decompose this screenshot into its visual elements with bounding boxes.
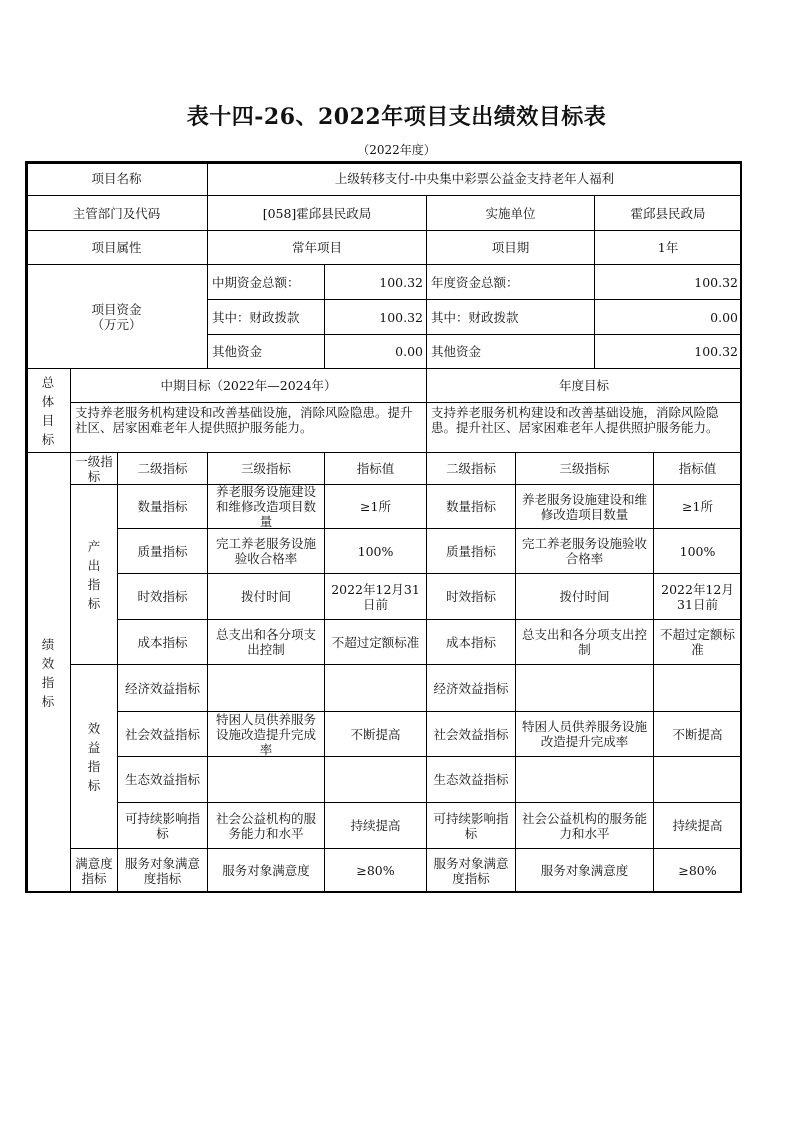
year-value-cell bbox=[653, 756, 742, 803]
year-other-label: 其他资金 bbox=[426, 334, 595, 369]
mid-fiscal-label: 其中：财政拨款 bbox=[207, 299, 325, 335]
year-value-cell bbox=[653, 664, 742, 712]
mid-value-cell: 2022年12月31日前 bbox=[324, 573, 427, 620]
mid-total-label: 中期资金总额： bbox=[207, 264, 325, 300]
mid-level2-header: 二级指标 bbox=[117, 452, 208, 485]
mid-value-cell: ≥80% bbox=[324, 848, 427, 893]
page-title: 表十四-26、2022年项目支出绩效目标表 bbox=[186, 104, 607, 130]
dept-label: 主管部门及代码 bbox=[25, 195, 208, 231]
mid-level3-cell: 服务对象满意度 bbox=[207, 848, 325, 893]
year-value-cell: 不超过定额标准 bbox=[653, 619, 742, 665]
year-level3-cell: 社会公益机构的服务能力和水平 bbox=[515, 802, 654, 849]
mid-other-label: 其他资金 bbox=[207, 334, 325, 369]
year-level2-cell: 服务对象满意度指标 bbox=[426, 848, 516, 893]
attr-value: 常年项目 bbox=[207, 230, 427, 265]
mid-goal-text: 支持养老服务机构建设和改善基础设施，消除风险隐患。提升社区、居家困难老年人提供照护服务能力。 bbox=[70, 402, 427, 453]
attr-label: 项目属性 bbox=[25, 230, 208, 265]
mid-value-cell: 持续提高 bbox=[324, 802, 427, 849]
satisfaction-indicators-label: 满意度 指标 bbox=[70, 848, 118, 893]
output-indicators-label: 产 出 指 标 bbox=[70, 484, 118, 665]
mid-value-cell bbox=[324, 756, 427, 803]
indicators-label: 绩 效 指 标 bbox=[25, 452, 71, 893]
year-fiscal-value: 0.00 bbox=[594, 299, 742, 335]
year-level3-header: 三级指标 bbox=[515, 452, 654, 485]
mid-level2-cell: 服务对象满意度指标 bbox=[117, 848, 208, 893]
mid-level2-cell: 数量指标 bbox=[117, 484, 208, 529]
year-level3-cell: 拨付时间 bbox=[515, 573, 654, 620]
mid-value-cell: ≥1所 bbox=[324, 484, 427, 529]
mid-level2-cell: 质量指标 bbox=[117, 528, 208, 574]
mid-level2-cell: 社会效益指标 bbox=[117, 711, 208, 757]
mid-level3-cell: 社会公益机构的服务能力和水平 bbox=[207, 802, 325, 849]
mid-level2-cell: 成本指标 bbox=[117, 619, 208, 665]
mid-level3-cell: 特困人员供养服务设施改造提升完成率 bbox=[207, 711, 325, 757]
year-fiscal-label: 其中：财政拨款 bbox=[426, 299, 595, 335]
project-name-value: 上级转移支付-中央集中彩票公益金支持老年人福利 bbox=[207, 161, 742, 196]
dept-value: [058]霍邱县民政局 bbox=[207, 195, 427, 231]
year-level2-cell: 数量指标 bbox=[426, 484, 516, 529]
year-value-header: 指标值 bbox=[653, 452, 742, 485]
mid-fiscal-value: 100.32 bbox=[324, 299, 427, 335]
unit-label: 实施单位 bbox=[426, 195, 595, 231]
year-total-value: 100.32 bbox=[594, 264, 742, 300]
year-value-cell: ≥80% bbox=[653, 848, 742, 893]
year-goal-text: 支持养老服务机构建设和改善基础设施，消除风险隐患。提升社区、居家困难老年人提供照护服务能力。 bbox=[426, 402, 742, 453]
year-level3-cell: 完工养老服务设施验收合格率 bbox=[515, 528, 654, 574]
year-level2-cell: 生态效益指标 bbox=[426, 756, 516, 803]
year-level2-header: 二级指标 bbox=[426, 452, 516, 485]
mid-other-value: 0.00 bbox=[324, 334, 427, 369]
mid-level3-cell bbox=[207, 664, 325, 712]
year-level2-cell: 时效指标 bbox=[426, 573, 516, 620]
year-level2-cell: 社会效益指标 bbox=[426, 711, 516, 757]
unit-value: 霍邱县民政局 bbox=[594, 195, 742, 231]
year-level2-cell: 可持续影响指标 bbox=[426, 802, 516, 849]
mid-level2-cell: 生态效益指标 bbox=[117, 756, 208, 803]
year-level3-cell bbox=[515, 664, 654, 712]
funds-label: 项目资金 （万元） bbox=[25, 264, 208, 369]
year-value-cell: 2022年12月31日前 bbox=[653, 573, 742, 620]
mid-level3-cell: 养老服务设施建设和维修改造项目数量 bbox=[207, 484, 325, 529]
year-value-cell: ≥1所 bbox=[653, 484, 742, 529]
project-name-label: 项目名称 bbox=[25, 161, 208, 196]
year-total-label: 年度资金总额： bbox=[426, 264, 595, 300]
mid-level2-cell: 时效指标 bbox=[117, 573, 208, 620]
mid-value-cell: 不断提高 bbox=[324, 711, 427, 757]
year-level3-cell: 养老服务设施建设和维修改造项目数量 bbox=[515, 484, 654, 529]
mid-value-cell bbox=[324, 664, 427, 712]
level1-header: 一级指标 bbox=[70, 452, 118, 485]
year-value-cell: 不断提高 bbox=[653, 711, 742, 757]
period-label: 项目期 bbox=[426, 230, 595, 265]
year-level2-cell: 质量指标 bbox=[426, 528, 516, 574]
mid-total-value: 100.32 bbox=[324, 264, 427, 300]
year-value-cell: 100% bbox=[653, 528, 742, 574]
mid-level3-cell: 拨付时间 bbox=[207, 573, 325, 620]
mid-level3-cell: 完工养老服务设施验收合格率 bbox=[207, 528, 325, 574]
mid-value-cell: 100% bbox=[324, 528, 427, 574]
mid-level2-cell: 可持续影响指标 bbox=[117, 802, 208, 849]
mid-level2-cell: 经济效益指标 bbox=[117, 664, 208, 712]
mid-goal-header: 中期目标（2022年—2024年） bbox=[70, 368, 427, 403]
mid-level3-cell: 总支出和各分项支出控制 bbox=[207, 619, 325, 665]
year-goal-header: 年度目标 bbox=[426, 368, 742, 403]
year-level3-cell: 服务对象满意度 bbox=[515, 848, 654, 893]
year-other-value: 100.32 bbox=[594, 334, 742, 369]
goals-label: 总 体 目 标 bbox=[25, 368, 71, 453]
year-level2-cell: 成本指标 bbox=[426, 619, 516, 665]
mid-value-header: 指标值 bbox=[324, 452, 427, 485]
fiscal-year: （2022年度） bbox=[357, 143, 436, 157]
year-level3-cell: 总支出和各分项支出控制 bbox=[515, 619, 654, 665]
mid-level3-cell bbox=[207, 756, 325, 803]
year-level3-cell bbox=[515, 756, 654, 803]
year-level2-cell: 经济效益指标 bbox=[426, 664, 516, 712]
year-value-cell: 持续提高 bbox=[653, 802, 742, 849]
mid-level3-header: 三级指标 bbox=[207, 452, 325, 485]
benefit-indicators-label: 效 益 指 标 bbox=[70, 664, 118, 849]
year-level3-cell: 特困人员供养服务设施改造提升完成率 bbox=[515, 711, 654, 757]
mid-value-cell: 不超过定额标准 bbox=[324, 619, 427, 665]
period-value: 1年 bbox=[594, 230, 742, 265]
